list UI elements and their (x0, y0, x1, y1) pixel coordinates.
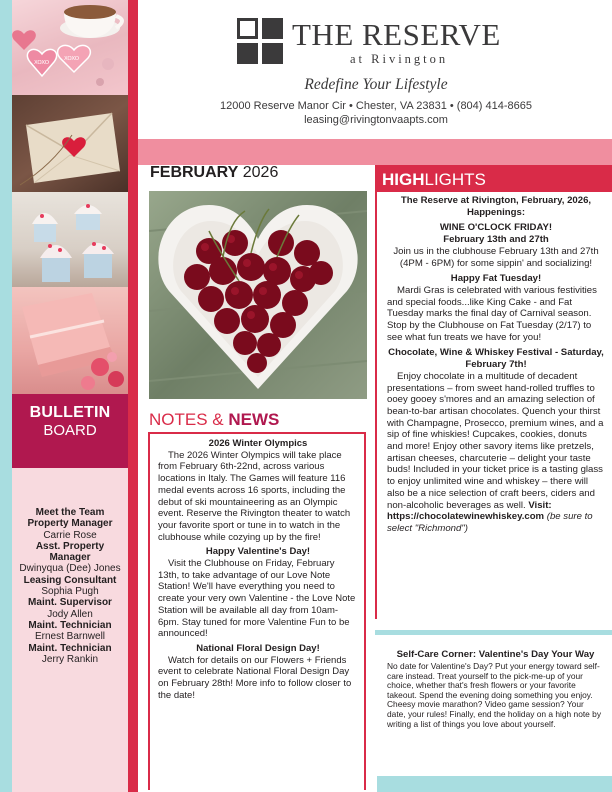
highlights-title-light: LIGHTS (424, 170, 486, 189)
gift-roses-photo (12, 287, 128, 394)
month-year: 2026 (242, 164, 279, 181)
team-member-name: Ernest Barnwell (34, 631, 106, 643)
email-link[interactable]: leasing@rivingtonvaapts.com (304, 114, 448, 126)
notes-news-box (148, 432, 366, 790)
team-member-name: Jody Allen (47, 608, 93, 620)
logo-subtitle: at Rivington (350, 52, 449, 66)
bulletin-subtitle: BOARD (43, 422, 97, 439)
highlights-title-bold: HIGH (382, 170, 425, 189)
team-member-name: Dwinyqua (Dee) Jones (19, 563, 121, 575)
festival-body (387, 371, 605, 511)
highlights-box (375, 192, 612, 619)
article-body: Watch for details on our Flowers + Friends event to celebrate National Floral Design Day on February 28th! More info to follow closer to the date! (158, 654, 352, 701)
team-member-name: Carrie Rose (43, 529, 97, 541)
festival-heading: Chocolate, Wine & Whiskey Festival - Saturday, February 7th! (388, 347, 604, 371)
self-care-heading: Self-Care Corner: Valentine's Day Your Way (396, 649, 595, 660)
address-line: 12000 Reserve Manor Cir • Chester, VA 23831 • (804) 414-8665 (219, 100, 532, 112)
header-pink-bar (138, 139, 612, 165)
sidebar-teal-stripe (0, 0, 12, 792)
cherries-heart-bowl-photo (149, 191, 367, 399)
month-name: FEBRUARY (150, 164, 239, 181)
festival-text: Enjoy chocolate in a multitude of decadent presentations – from sweet hand-rolled truffles to ooey gooey s'mores and an amazing selection of bean-to-bar artisan chocolates. Quench your thirst with Champagne, Prosecco, premium wines, and a sip of fine whiskies! Cupcakes, cookies, donuts and more! Enjoy other savory items like pretzels, artisan cheeses, charcuterie – delight your taste buds! Included in your ticket price is a tasting glass to enjoy unlimited wine and whiskey – there will also be a nice selection of craft beers, ciders and non-alcoholic beverages as well. (387, 370, 604, 511)
footer-teal-bar (377, 776, 612, 792)
sidebar (0, 0, 138, 792)
logo-title: THE RESERVE (292, 17, 501, 52)
article-body: Visit the Clubhouse on Friday, February 13th, to take advantage of our Love Note Station! We'll have everything you need to create your very own Valentine - the Love Note Station will be available all day from 10am-6pm. Stay tuned for more Valentine Fun to be announced! (158, 558, 356, 640)
bulletin-title: BULLETIN (29, 404, 111, 421)
wine-heading: WINE O'CLOCK FRIDAY! (439, 222, 553, 234)
article-heading: 2026 Winter Olympics (208, 438, 308, 449)
team-role: Asst. Property Manager (35, 540, 105, 564)
fat-tuesday-heading: Happy Fat Tuesday! (450, 273, 542, 285)
highlights-title (382, 170, 486, 190)
tagline: Redefine Your Lifestyle (304, 76, 448, 93)
self-care-corner (377, 649, 612, 729)
cupcakes-photo (12, 192, 128, 287)
news-title-part: NEWS (228, 410, 280, 429)
svg-text:XOXO: XOXO (64, 56, 80, 62)
article-body: The 2026 Winter Olympics will take place from February 6th-22nd, across various locations in Italy. The Games will feature 116 medal events across 16 sports, including the debut of ski mountaineering as an Olympic event. Reserve the Rivington theater to watch your favorite sport or tune in to watch in the clubhouse while cozying up by the fire! (158, 449, 351, 543)
team-role: Maint. Technician (28, 642, 112, 654)
teacup-cookies-photo (12, 0, 128, 95)
team-role: Property Manager (27, 518, 113, 530)
svg-text:XOXO: XOXO (34, 60, 50, 66)
article-heading: Happy Valentine's Day! (205, 546, 311, 558)
bulletin-board-banner (12, 394, 128, 468)
self-care-body: No date for Valentine's Day? Put your energy toward self-care instead. Treat yourself to the pick-me-up of your choice, whether that's fresh flowers or your favorite takeout. Spend the evening doing something you enjoy. Cheesy movie marathon? Video game session? Your date, your rules! Finally, end the holiday on a high note by writing a list of things you love about yourself. (387, 661, 602, 729)
fat-tuesday-body: Mardi Gras is celebrated with various festivities and special foods...like King Cake - and Fat Tuesday marks the final day of Carnival season. Stop by the Clubhouse on Fat Tuesday (2/17) to see what fun treats we have for you! (387, 284, 597, 343)
notes-title-part: NOTES & (149, 410, 224, 429)
wine-dates: February 13th and 27th (443, 234, 549, 246)
highlights-intro: The Reserve at Rivington, February, 2026, Happenings: (400, 195, 592, 218)
team-heading: Meet the Team (35, 507, 105, 518)
newsletter-month (150, 164, 278, 182)
wine-body: Join us in the clubhouse February 13th and 27th (4PM - 6PM) for some sippin' and socializing! (393, 245, 599, 269)
notes-news-title (149, 410, 279, 430)
reserve-logo-icon (237, 18, 283, 64)
festival-url-link[interactable]: https://chocolatewinewhiskey.com (387, 511, 545, 523)
envelope-heart-photo (12, 95, 128, 192)
festival-visit-label: Visit: (528, 499, 552, 511)
team-member-name: Sophia Pugh (41, 586, 99, 598)
article-heading: National Floral Design Day! (196, 642, 320, 654)
meet-the-team (14, 507, 126, 665)
festival-url-note: (be sure to select "Richmond") (387, 511, 593, 534)
team-role: Maint. Supervisor (28, 597, 112, 609)
teal-divider (375, 630, 612, 635)
team-role: Maint. Technician (28, 619, 112, 631)
team-member-name: Jerry Rankin (41, 653, 99, 665)
sidebar-red-stripe (128, 0, 138, 792)
festival-link-line (387, 511, 605, 534)
team-role: Leasing Consultant (23, 574, 117, 586)
